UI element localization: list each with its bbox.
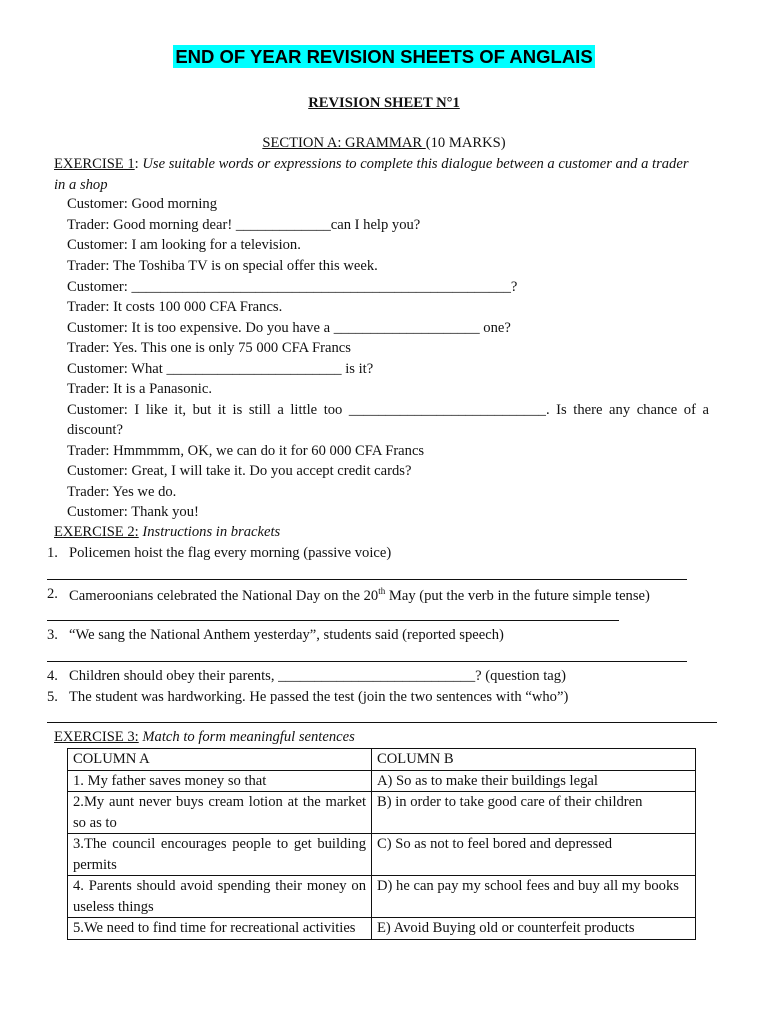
item-number: 4. [47,668,58,684]
item-text-part: May (put the verb in the future simple tense) [385,587,650,604]
item-number: 3. [47,627,58,643]
table-row [68,834,696,876]
page-title-text: END OF YEAR REVISION SHEETS OF ANGLAIS [175,46,593,67]
column-b-cell: B) in order to take good care of their children [372,792,696,834]
column-a-cell: 4. Parents should avoid spending their money on useless things [68,876,372,918]
item-superscript: th [378,586,386,596]
table-row [68,876,696,918]
dialogue-line: Customer: ____________________________________________________? [67,279,518,295]
exercise-1-colon: : [134,156,143,172]
item-number: 2. [47,586,58,602]
column-a-cell: 2.My aunt never buys cream lotion at the market so as to [68,792,372,834]
exercise-2-item [47,586,650,604]
table-row [68,770,696,792]
exercise-2-item [47,689,569,706]
table-row [68,918,696,940]
exercise-2-label: EXERCISE 2: [54,524,139,540]
exercise-3-heading [54,729,355,746]
exercise-1-heading [54,156,720,173]
dialogue-line: Customer: It is too expensive. Do you have a ____________________ one? [67,320,511,336]
matching-table [67,748,696,940]
sheet-title: REVISION SHEET N°1 [308,95,460,111]
section-label: SECTION A: GRAMMAR [262,135,426,151]
answer-line [47,661,687,662]
table-header-row [68,749,696,771]
dialogue-line: Customer: Good morning [67,196,217,212]
item-text [69,586,650,605]
dialogue-line: Trader: The Toshiba TV is on special offer this week. [67,258,378,274]
exercise-3-label: EXERCISE 3: [54,729,139,745]
answer-line [47,620,619,621]
dialogue-line: Customer: I like it, but it is still a little too ___________________________. Is there any chance of a [67,402,709,418]
exercise-2-heading [54,524,280,541]
exercise-1-instruction: Use suitable words or expressions to complete this dialogue between a customer and a trader [142,156,689,172]
dialogue-line: Trader: Good morning dear! _____________can I help you? [67,217,421,233]
answer-line [47,579,687,580]
column-a-cell: 5.We need to find time for recreational activities [68,918,372,940]
item-text-part: Cameroonians celebrated the National Day on the 20 [69,587,379,604]
exercise-2-item [47,545,392,562]
table-row [68,792,696,834]
column-b-header: COLUMN B [372,749,696,771]
dialogue-line: Trader: Hmmmmm, OK, we can do it for 60 000 CFA Francs [67,443,425,459]
dialogue-line: Customer: What ________________________ is it? [67,361,374,377]
item-text: The student was hardworking. He passed the test (join the two sentences with “who”) [69,689,569,705]
dialogue-line: Trader: It is a Panasonic. [67,381,212,397]
exercise-3-instruction: Match to form meaningful sentences [142,729,355,745]
item-text: Policemen hoist the flag every morning (passive voice) [69,545,392,561]
item-text: Children should obey their parents, ___________________________? (question tag) [69,668,566,684]
column-b-cell: A) So as to make their buildings legal [372,770,696,792]
dialogue-line: Trader: Yes we do. [67,484,177,500]
column-b-cell: C) So as not to feel bored and depressed [372,834,696,876]
exercise-2-item [47,668,566,685]
dialogue-line: Customer: Great, I will take it. Do you accept credit cards? [67,463,412,479]
column-a-cell: 1. My father saves money so that [68,770,372,792]
exercise-1-instruction-cont: in a shop [54,177,108,193]
dialogue-line: discount? [67,422,123,438]
section-heading [0,135,768,152]
dialogue-line: Customer: Thank you! [67,504,199,520]
dialogue-line: Trader: Yes. This one is only 75 000 CFA Francs [67,340,351,356]
column-a-cell: 3.The council encourages people to get building permits [68,834,372,876]
item-number: 5. [47,689,58,705]
dialogue-line: Customer: I am looking for a television. [67,237,301,253]
column-b-cell: D) he can pay my school fees and buy all my books [372,876,696,918]
item-number: 1. [47,545,58,561]
dialogue-line: Trader: It costs 100 000 CFA Francs. [67,299,283,315]
page-title [0,46,768,68]
answer-line [47,722,717,723]
exercise-2-instruction: Instructions in brackets [142,524,281,540]
exercise-2-item [47,627,504,644]
column-a-header: COLUMN A [68,749,372,771]
section-marks: (10 MARKS) [425,135,506,151]
item-text: “We sang the National Anthem yesterday”, students said (reported speech) [69,627,504,643]
exercise-1-label: EXERCISE 1 [54,156,135,172]
column-b-cell: E) Avoid Buying old or counterfeit products [372,918,696,940]
